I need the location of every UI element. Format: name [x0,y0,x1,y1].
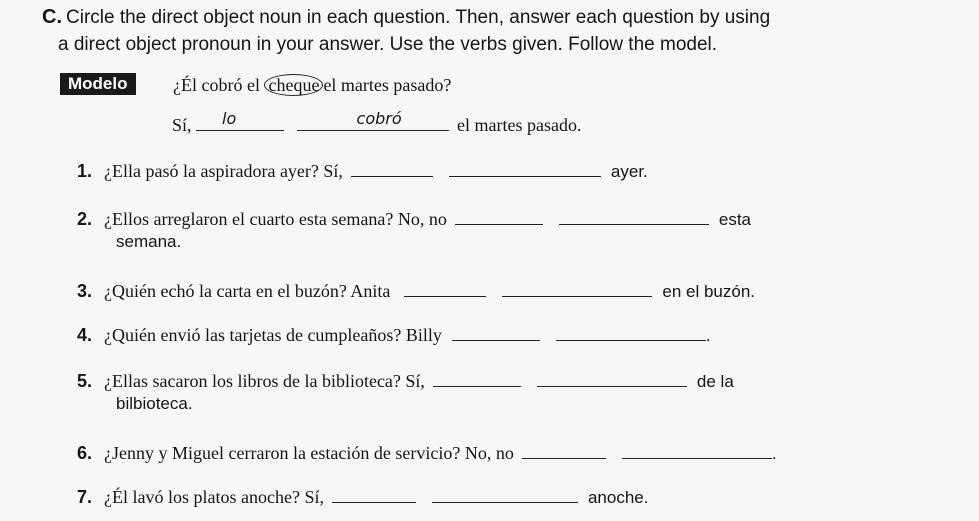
item-question: ¿Quién envió las tarjetas de cumpleaños? Billy [104,325,442,345]
item-question: ¿Jenny y Miguel cerraron la estación de servicio? No, no [104,443,514,463]
answer-blank-verb[interactable] [556,324,706,341]
modelo-verb-blank [297,109,449,131]
instructions-line-1 [42,5,770,30]
item-tail: anoche. [587,488,649,507]
item-question: ¿Ellos arreglaron el cuarto esta semana? No, no [104,209,447,229]
answer-blank-verb[interactable] [559,208,709,225]
answer-blank-verb[interactable] [502,280,652,297]
exercise-item-2 [77,208,751,230]
section-letter: C. [42,6,62,28]
item-number: 2. [77,209,93,229]
answer-blank-pronoun[interactable] [404,280,486,297]
answer-blank-pronoun[interactable] [452,324,540,341]
answer-blank-verb[interactable] [449,160,601,177]
answer-blank-pronoun[interactable] [351,160,433,177]
modelo-question [173,74,451,96]
answer-blank-verb[interactable] [432,486,578,503]
modelo-badge: Modelo [60,73,136,95]
answer-blank-verb[interactable] [622,442,772,459]
item-tail: de la [696,372,734,391]
item-question: ¿Ellas sacaron los libros de la biblioteca? Sí, [104,371,425,391]
instructions-text-1: Circle the direct object noun in each question. Then, answer each question by using [66,7,771,28]
answer-blank-pronoun[interactable] [455,208,543,225]
item-tail: ayer. [610,162,648,181]
item-5-continuation: bilbioteca. [116,394,193,413]
circled-direct-object: cheque [264,74,323,96]
exercise-item-7 [77,486,648,508]
exercise-item-1 [77,160,648,182]
answer-blank-pronoun[interactable] [332,486,416,503]
exercise-item-4 [77,324,711,346]
item-question: ¿Quién echó la carta en el buzón? Anita [104,281,391,301]
answer-blank-verb[interactable] [537,370,687,387]
modelo-verb: cobró [356,109,402,128]
modelo-answer-end: el martes pasado. [457,115,582,135]
modelo-question-end: el martes pasado? [323,75,452,95]
modelo-answer-start: Sí, [172,115,192,135]
item-number: 1. [77,161,93,181]
item-tail: . [705,326,711,345]
item-number: 5. [77,371,93,391]
item-2-continuation: semana. [116,232,182,251]
modelo-answer [172,109,582,136]
modelo-question-start: ¿Él cobró el [173,75,260,95]
item-number: 6. [77,443,93,463]
item-question: ¿Él lavó los platos anoche? Sí, [104,487,324,507]
answer-blank-pronoun[interactable] [433,370,521,387]
exercise-item-6 [77,442,777,464]
exercise-item-5 [77,370,734,392]
exercise-item-3 [77,280,755,302]
item-tail: en el buzón. [662,282,756,301]
item-question: ¿Ella pasó la aspiradora ayer? Sí, [104,161,343,181]
item-tail: . [771,444,777,463]
item-number: 3. [77,281,93,301]
item-number: 4. [77,325,93,345]
item-tail: esta [718,210,752,229]
item-number: 7. [77,487,93,507]
modelo-pronoun: lo [222,109,237,128]
answer-blank-pronoun[interactable] [522,442,606,459]
instructions-line-2: a direct object pronoun in your answer. Use the verbs given. Follow the model. [58,34,718,55]
modelo-pronoun-blank [196,109,284,131]
